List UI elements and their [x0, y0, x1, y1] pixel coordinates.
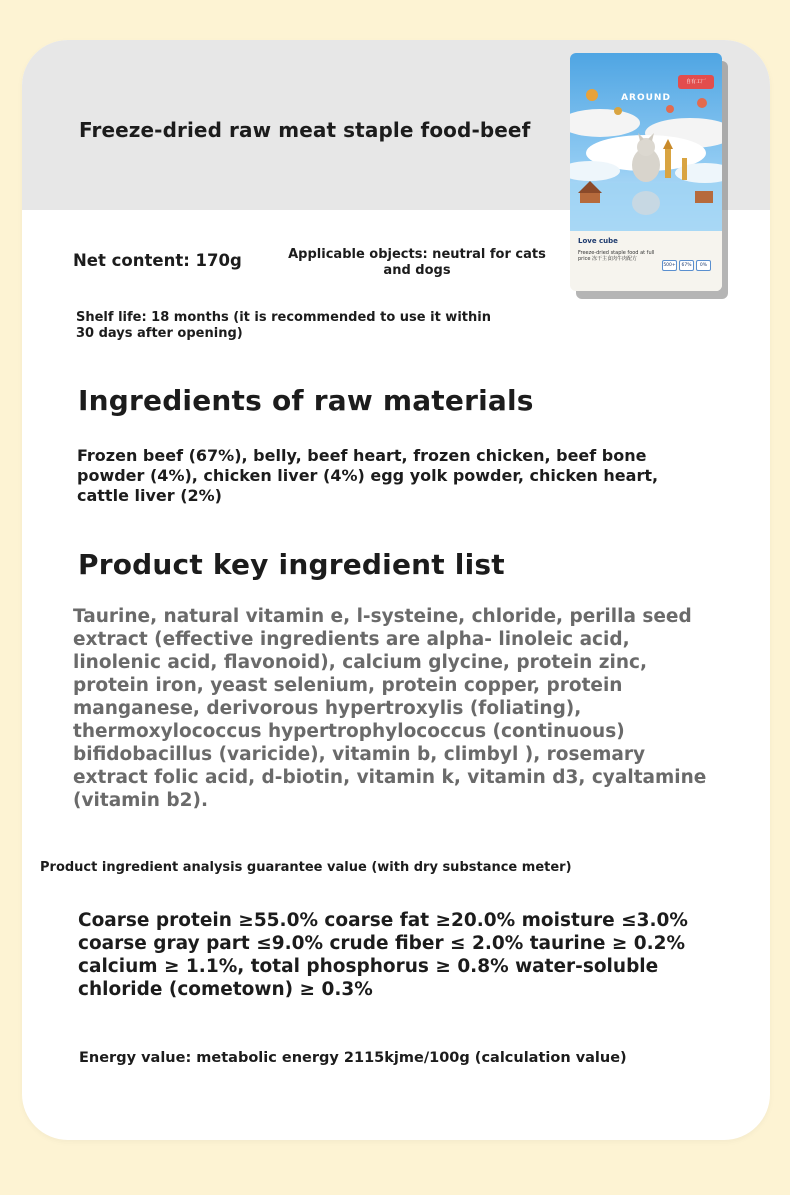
- raw-materials-text: Frozen beef (67%), belly, beef heart, frozen chicken, beef bone powder (4%), chicken liver (4%) egg yolk powder, chicken heart, cattle liver (2%): [77, 446, 659, 505]
- bag-stamp: 自有工厂: [678, 75, 714, 89]
- bag-logo: AROUND: [621, 93, 671, 103]
- bag-badge: 67%: [679, 260, 694, 271]
- product-title: Freeze-dried raw meat staple food-beef: [79, 118, 531, 142]
- key-ingredients-text: Taurine, natural vitamin e, l-systeine, chloride, perilla seed extract (effective ingredients are alpha- linoleic acid, linolenic acid, flavonoid), calcium glycine, protein zinc, protein iron, yeast selenium, protein copper, protein manganese, derivorous hypertroxylis (foliating), thermoxylococcus hypertrophylococcus (continuous) bifidobacillus (varicide), vitamin b, climbyl ), rosemary extract folic acid, d-biotin, vitamin k, vitamin d3, cyaltamine (vitamin b2).: [73, 606, 707, 811]
- analysis-values: Coarse protein ≥55.0% coarse fat ≥20.0% moisture ≤3.0% coarse gray part ≤9.0% crude fiber ≤ 2.0% taurine ≥ 0.2% calcium ≥ 1.1%, total phosphorus ≥ 0.8% water-soluble chloride (cometown) ≥ 0.3%: [78, 910, 688, 1000]
- raw-materials-heading: Ingredients of raw materials: [78, 384, 534, 417]
- product-info-card: [22, 40, 770, 1140]
- bag-description: Freeze-dried staple food at full price 冻干主食肉牛肉配方: [578, 250, 655, 262]
- product-bag-image: [570, 53, 722, 291]
- bag-badges: [662, 251, 713, 271]
- shelf-life: Shelf life: 18 months (it is recommended to use it within 30 days after opening): [76, 310, 491, 341]
- energy-value: Energy value: metabolic energy 2115kjme/100g (calculation value): [79, 1050, 627, 1066]
- net-content: Net content: 170g: [73, 251, 242, 270]
- applicable-objects: Applicable objects: neutral for cats and dogs: [288, 247, 546, 278]
- bag-badge: 0%: [696, 260, 711, 271]
- key-ingredients-heading: Product key ingredient list: [78, 548, 505, 581]
- bag-badge: 500+: [662, 260, 677, 271]
- analysis-title: Product ingredient analysis guarantee value (with dry substance meter): [40, 860, 572, 875]
- bag-brand: Love cube: [578, 237, 618, 245]
